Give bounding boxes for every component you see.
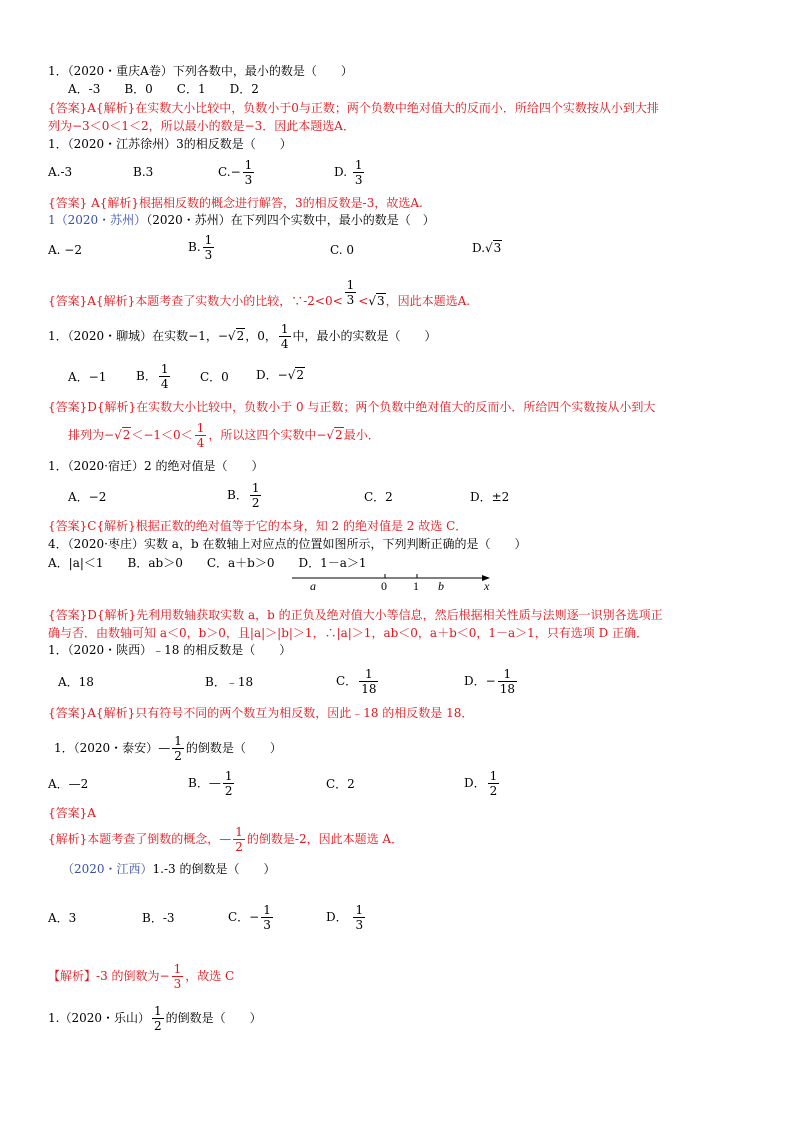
- q3-option-a: A. −2: [48, 243, 82, 257]
- q8-option-c: C．2: [326, 777, 355, 791]
- q8-option-b: B．— $\frac{1}{2}$: [188, 769, 233, 798]
- axis-label-x: x: [484, 579, 490, 593]
- q7-option-c: C． $\frac{1}{18}$: [336, 667, 377, 696]
- q9-stem: （2020・江西）1.-3 的倒数是（ ）: [62, 862, 276, 876]
- axis-label-zero: 0: [381, 579, 387, 593]
- q8-answer: {解析}本题考查了倒数的概念，— $\frac{1}{2}$ 的倒数是-2，因此本题选 A．: [48, 825, 404, 854]
- q9-option-c: C．− $\frac{1}{3}$: [228, 903, 271, 932]
- axis-label-one: 1: [413, 579, 419, 593]
- q9-option-b: B．-3: [142, 911, 175, 925]
- q8-option-d: D． $\frac{1}{2}$: [464, 769, 498, 798]
- q6-answer-line2: 确与否．由数轴可知 a＜0，b＞0，且|a|＞|b|＞1，∴|a|＞1，ab＜0，a＋b＜0，1－a＞1，只有选项 D 正确．: [48, 626, 649, 640]
- q3-stem: 1（2020・苏州）（2020・苏州）在下列四个实数中，最小的数是（ ）: [48, 213, 435, 227]
- q7-option-b: B．﹣18: [205, 675, 254, 689]
- q3-source-tag: 1（2020・苏州）: [48, 213, 147, 227]
- q4-stem: 1．（2020・聊城）在实数−1，−√2，0， $\frac{1}{4}$ 中，最小的实数是（ ）: [48, 322, 437, 351]
- q4-option-d: D．−√2: [256, 368, 304, 382]
- q3-answer: {答案}A{解析}本题考查了实数大小的比较，∵-2<0< $\frac{1}{3}$ <√3，因此本题选A.: [48, 278, 471, 308]
- q1-answer-line1: {答案}A{解析}在实数大小比较中，负数小于0与正数；两个负数中绝对值大的反而小．所给四个实数按从小到大排: [48, 101, 659, 115]
- q1-stem: 1．（2020・重庆A卷）下列各数中，最小的数是（ ）: [48, 64, 353, 78]
- q4-answer-line2: 排列为−√2＜−1＜0＜ $\frac{1}{4}$ ，所以这四个实数中−√2最小．: [68, 421, 380, 450]
- q2-stem: 1．（2020・江苏徐州）3的相反数是（ ）: [48, 137, 292, 151]
- q7-option-d: D．− $\frac{1}{18}$: [464, 667, 515, 696]
- number-line-figure: [290, 568, 490, 596]
- q4-answer-line1: {答案}D{解析}在实数大小比较中，负数小于 0 与正数；两个负数中绝对值大的反而小．所给四个实数按从小到大: [48, 400, 656, 414]
- q8-answer-label: {答案}A: [48, 806, 96, 820]
- q5-option-b: B． $\frac{1}{2}$: [227, 481, 260, 510]
- q9-option-a: A．3: [48, 911, 77, 925]
- q5-option-a: A．−2: [68, 490, 107, 504]
- q7-stem: 1．（2020・陕西）﹣18 的相反数是（ ）: [48, 643, 292, 657]
- q7-answer: {答案}A{解析}只有符号不同的两个数互为相反数，因此﹣18 的相反数是 18．: [48, 706, 474, 720]
- axis-label-a: a: [310, 579, 316, 593]
- q2-answer: {答案} A{解析}根据相反数的概念进行解答，3的相反数是-3，故选A.: [48, 196, 423, 210]
- q4-option-c: C．0: [200, 370, 229, 384]
- q10-stem: 1.（2020・乐山） $\frac{1}{2}$ 的倒数是（ ）: [48, 1004, 262, 1033]
- axis-label-b: b: [438, 579, 444, 593]
- q3-option-d: D.√3: [472, 241, 502, 255]
- q6-stem: 4．（2020·枣庄）实数 a，b 在数轴上对应点的位置如图所示，下列判断正确的是（ ）: [48, 537, 527, 551]
- q2-option-c: C.− $\frac{1}{3}$: [218, 158, 253, 187]
- q8-option-a: A．—2: [48, 777, 89, 791]
- q7-option-a: A．18: [58, 675, 94, 689]
- q8-stem: 1．（2020・泰安）— $\frac{1}{2}$ 的倒数是（ ）: [54, 734, 282, 763]
- q6-options: A．|a|＜1 B．ab＞0 C．a＋b＞0 D．1－a＞1: [48, 556, 367, 570]
- q5-option-c: C．2: [364, 490, 393, 504]
- q4-option-b: B． $\frac{1}{4}$: [136, 362, 169, 391]
- q4-option-a: A．−1: [68, 370, 107, 384]
- q5-option-d: D．±2: [470, 490, 510, 504]
- q6-answer-line1: {答案}D{解析}先利用数轴获取实数 a，b 的正负及绝对值大小等信息，然后根据相关性质与法则逐一识别各选项正: [48, 608, 663, 622]
- q9-source-tag: （2020・江西）: [62, 862, 153, 876]
- q9-answer: 【解析】-3 的倒数为− $\frac{1}{3}$ ，故选 C: [48, 962, 235, 991]
- q3-option-c: C. 0: [330, 243, 355, 257]
- q2-option-d: D. $\frac{1}{3}$: [334, 158, 363, 187]
- q9-option-d: D． $\frac{1}{3}$: [326, 903, 364, 932]
- q5-answer: {答案}C{解析}根据正数的绝对值等于它的本身，知 2 的绝对值是 2 故选 C．: [48, 519, 468, 533]
- q5-stem: 1．（2020·宿迁）2 的绝对值是（ ）: [48, 459, 264, 473]
- q2-option-a: A.-3: [48, 165, 73, 179]
- q1-answer-line2: 列为−3＜0＜1＜2，所以最小的数是−3．因此本题选A．: [48, 119, 355, 133]
- q1-options: A．-3 B．0 C．1 D．2: [68, 82, 259, 96]
- q3-option-b: B. $\frac{1}{3}$: [188, 233, 213, 262]
- q2-option-b: B.3: [133, 165, 154, 179]
